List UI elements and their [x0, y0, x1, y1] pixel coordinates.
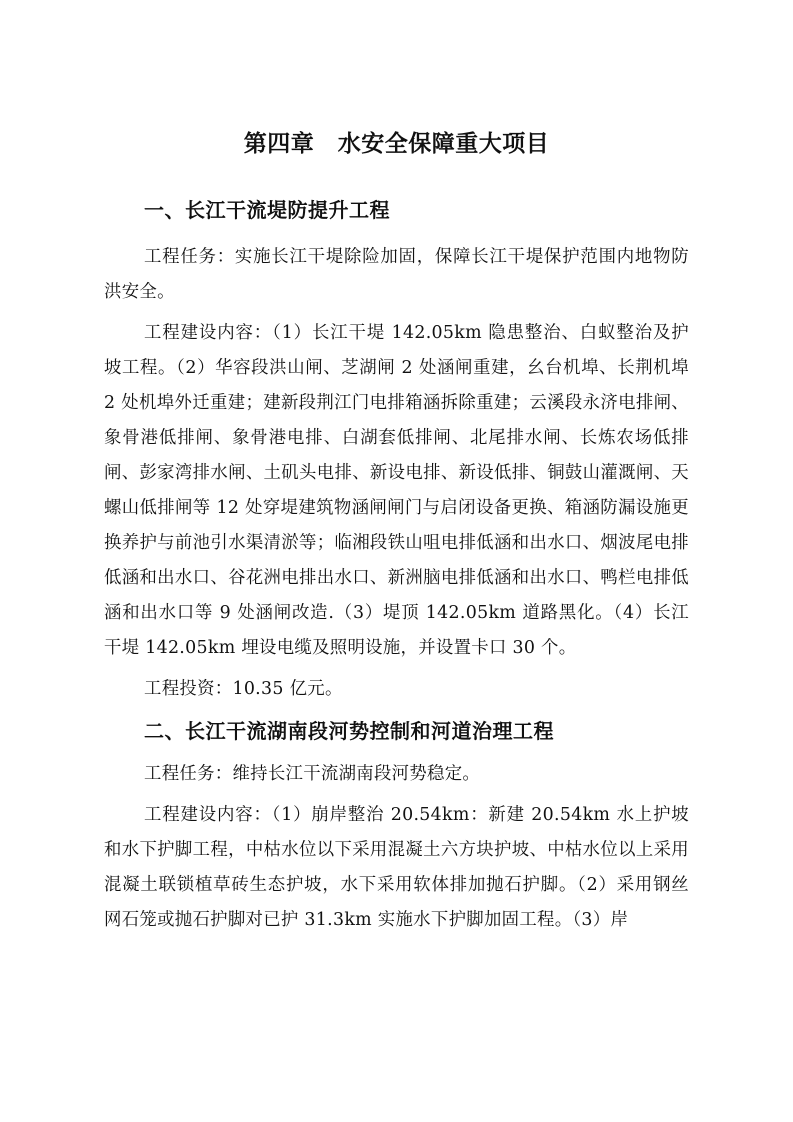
- section-1-investment-paragraph: 工程投资：10.35 亿元。: [144, 679, 343, 699]
- section-2-content-paragraph: 工程建设内容：（1）崩岸整治 20.54km：新建 20.54km 水上护坡和水下护脚工程，中枯水位以下采用混凝土六方块护坡、中枯水位以上采用混凝土联锁植草砖生态护坡，水下采用软体排加抛石护脚。（2）采用钢丝网石笼或抛石护脚对已护 31.3km 实施水下护脚加固工程。（3）岸: [104, 805, 689, 930]
- section-1-heading: 一、长江干流堤防提升工程: [144, 198, 390, 222]
- section-2: [104, 713, 689, 938]
- section-2-heading: 二、长江干流湖南段河势控制和河道治理工程: [144, 719, 554, 743]
- section-1: [104, 192, 689, 707]
- section-1-task-paragraph: 工程任务：实施长江干堤除险加固，保障长江干堤保护范围内地物防洪安全。: [104, 247, 689, 302]
- section-2-task-paragraph: 工程任务：维持长江干流湖南段河势稳定。: [144, 764, 481, 784]
- chapter-title: 第四章 水安全保障重大项目: [243, 131, 550, 157]
- section-1-content-paragraph: 工程建设内容：（1）长江干堤 142.05km 隐患整治、白蚁整治及护坡工程。（2）华容段洪山闸、芝湖闸 2 处涵闸重建，幺台机埠、长荆机埠 2 处机埠外迁重建；建新段荆江门电排箱涵拆除重建；云溪段永济电排闸、象骨港低排闸、象骨港电排、白湖套低排闸、北尾排水闸、长炼农场低排闸、彭家湾排水闸、土矶头电排、新设电排、新设低排、铜鼓山灌溉闸、天螺山低排闸等 12 处穿堤建筑物涵闸闸门与启闭设备更换、箱涵防漏设施更换养护与前池引水渠清淤等；临湘段铁山咀电排低涵和出水口、烟波尾电排低涵和出水口、谷花洲电排出水口、新洲脑电排低涵和出水口、鸭栏电排低涵和出水口等 9 处涵闸改造.（3）堤顶 142.05km 道路黑化。（4）长江干堤 142.05km 埋设电缆及照明设施，并设置卡口 30 个。: [104, 323, 689, 658]
